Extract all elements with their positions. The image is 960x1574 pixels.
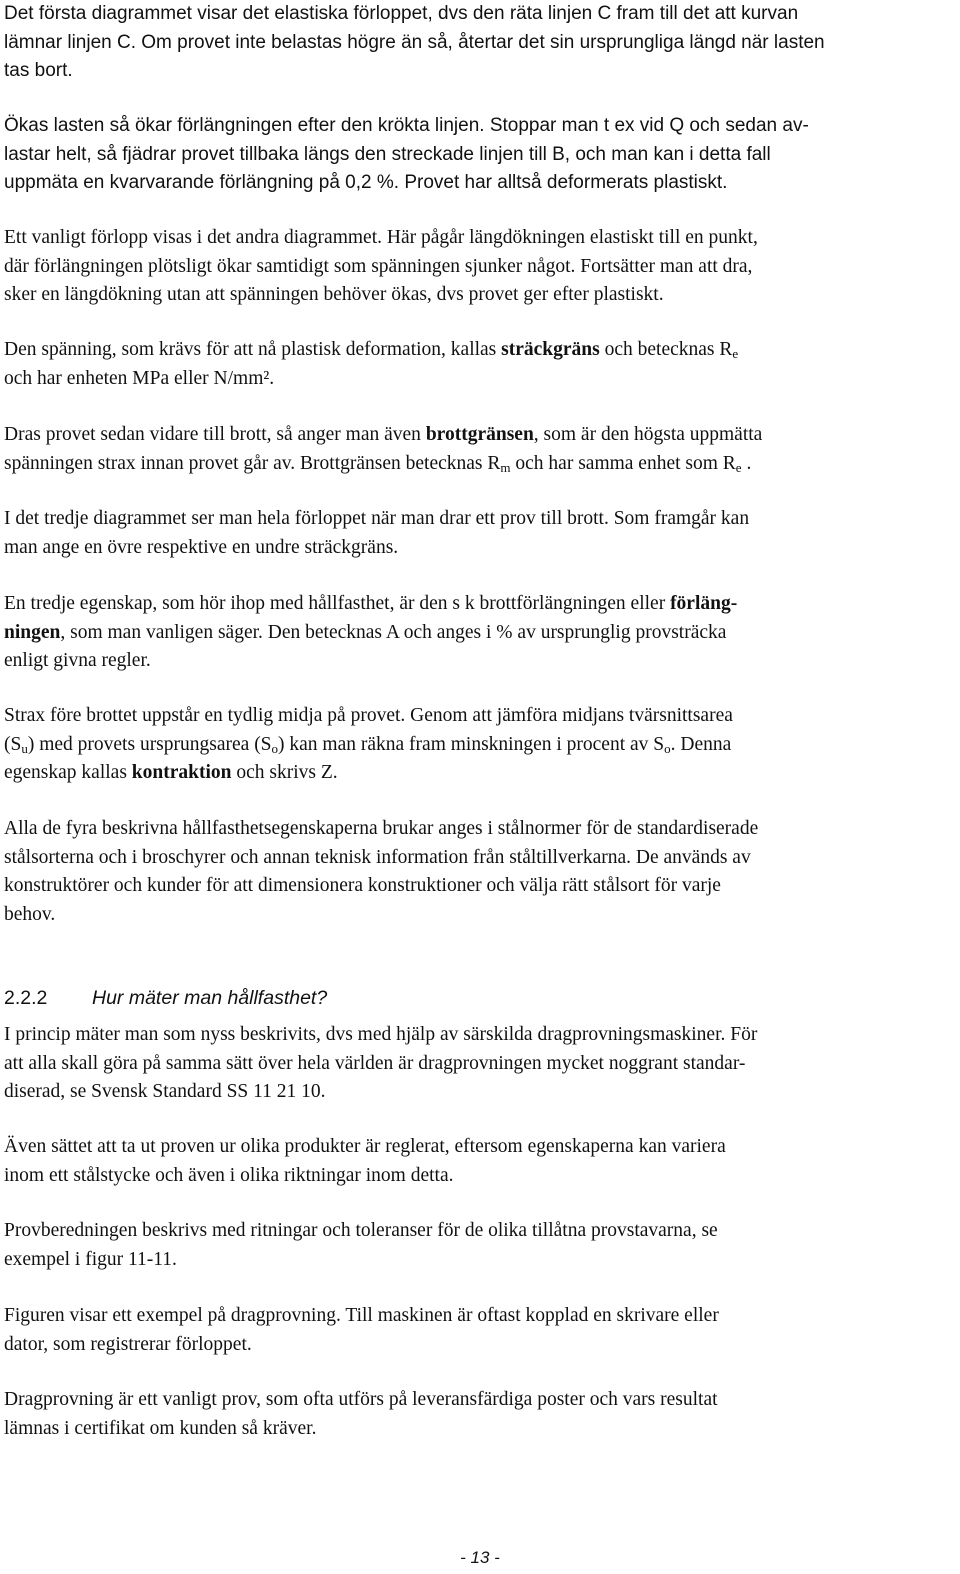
text-run: och har samma enhet som R	[510, 452, 736, 474]
subscript: u	[21, 740, 28, 756]
term-förlängningen-cont: ningen	[4, 621, 61, 643]
text-run: och skrivs Z.	[231, 762, 338, 783]
text-run: En tredje egenskap, som hör ihop med hållfasthet, är den s k brottförlängningen eller	[4, 593, 671, 614]
term-förlängningen: förläng-	[670, 593, 738, 614]
text-line	[4, 759, 956, 788]
text-run: ) med provets ursprungsarea (S	[27, 733, 272, 755]
text-line: Ökas lasten så ökar förlängningen efter den krökta linjen. Stoppar man t ex vid Q och sedan av-	[4, 115, 809, 136]
paragraph	[4, 1021, 956, 1107]
section-title: Hur mäter man hållfasthet?	[92, 987, 328, 1009]
text-run: ) kan man räkna fram minskningen i procent av S	[278, 733, 665, 755]
paragraph	[4, 0, 956, 86]
text-line: lämnar linjen C. Om provet inte belastas högre än så, återtar det sin ursprungliga längd när lasten	[4, 31, 825, 53]
text-line: uppmäta en kvarvarande förlängning på 0,2 %. Provet har alltså deformerats plastiskt.	[4, 172, 728, 193]
text-line: enligt givna regler.	[4, 650, 151, 671]
subscript: o	[271, 740, 279, 756]
text-line: I det tredje diagrammet ser man hela förloppet när man drar ett prov till brott. Som framgår kan	[4, 508, 750, 529]
text-run: spänningen strax innan provet går av. Brottgränsen betecknas R	[4, 452, 501, 474]
text-line	[4, 450, 956, 479]
text-line: Dragprovning är ett vanligt prov, som ofta utförs på leveransfärdiga poster och vars resultat	[4, 1389, 718, 1410]
paragraph	[4, 505, 956, 562]
text-line: sker en längdökning utan att spänningen behöver ökas, dvs provet ger efter plastiskt.	[4, 284, 664, 305]
text-line: Alla de fyra beskrivna hållfasthetsegenskaperna brukar anges i stålnormer för de standardiserade	[4, 818, 759, 839]
term-sträckgräns: sträckgräns	[501, 339, 600, 360]
paragraph	[4, 1217, 956, 1274]
subscript: o	[664, 740, 671, 756]
text-line: lastar helt, så fjädrar provet tillbaka längs den streckade linjen till B, och man kan i detta fall	[4, 143, 771, 165]
paragraph	[4, 336, 956, 393]
text-line: behov.	[4, 903, 56, 925]
text-line: Ett vanligt förlopp visas i det andra diagrammet. Här pågår längdökningen elastiskt till en punkt,	[4, 227, 758, 248]
paragraph	[4, 421, 956, 478]
paragraph	[4, 1386, 956, 1443]
subscript: m	[500, 459, 511, 475]
text-run: , som man vanligen säger. Den betecknas A och anges i % av ursprunglig provsträcka	[60, 621, 727, 643]
section-heading	[4, 984, 327, 1012]
page-number: - 13 -	[460, 1548, 500, 1567]
text-line: Provberedningen beskrivs med ritningar och toleranser för de olika tillåtna provstavarna, se	[4, 1220, 718, 1241]
text-line: där förlängningen plötsligt ökar samtidigt som spänningen sjunker något. Fortsätter man att dra,	[4, 255, 753, 277]
text-run: Den spänning, som krävs för att nå plastisk deformation, kallas	[4, 339, 502, 360]
paragraph	[4, 590, 956, 676]
text-run: , som är den högsta uppmätta	[533, 424, 763, 445]
text-run: . Denna	[670, 733, 732, 755]
paragraph	[4, 1133, 956, 1190]
text-line: och har enheten MPa eller N/mm².	[4, 367, 275, 389]
text-line: inom ett stålstycke och även i olika riktningar inom detta.	[4, 1164, 454, 1186]
text-run: och betecknas R	[599, 339, 733, 360]
subscript: e	[735, 459, 742, 475]
text-line: tas bort.	[4, 60, 73, 81]
text-run: egenskap kallas	[4, 762, 132, 783]
text-line	[4, 421, 956, 450]
text-line	[4, 731, 956, 760]
paragraph	[4, 224, 956, 310]
text-run: .	[741, 452, 752, 474]
paragraph	[4, 112, 956, 198]
text-line: lämnas i certifikat om kunden så kräver.	[4, 1417, 317, 1439]
text-line: Figuren visar ett exempel på dragprovning. Till maskinen är oftast kopplad en skrivare eller	[4, 1305, 719, 1326]
text-run: (S	[4, 733, 22, 755]
text-line	[4, 619, 956, 648]
term-kontraktion: kontraktion	[131, 762, 232, 783]
text-line: man ange en övre respektive en undre sträckgräns.	[4, 536, 399, 558]
subscript: e	[732, 346, 739, 361]
text-line: konstruktörer och kunder för att dimensionera konstruktioner och välja rätt stålsort för varje	[4, 875, 721, 896]
text-line: att alla skall göra på samma sätt över hela världen är dragprovningen mycket noggrant standar-	[4, 1052, 746, 1074]
text-line: diserad, se Svensk Standard SS 11 21 10.	[4, 1081, 326, 1102]
text-line: dator, som registrerar förloppet.	[4, 1333, 252, 1355]
text-line: exempel i figur 11-11.	[4, 1248, 177, 1270]
text-line: Det första diagrammet visar det elastiska förloppet, dvs den räta linjen C fram till det att kurvan	[4, 3, 799, 24]
paragraph	[4, 702, 956, 788]
text-line: stålsorterna och i broschyrer och annan teknisk information från ståltillverkarna. De används av	[4, 846, 751, 868]
section-number: 2.2.2	[4, 987, 48, 1009]
term-brottgränsen: brottgränsen	[425, 424, 534, 445]
text-line	[4, 336, 956, 365]
paragraph	[4, 815, 956, 929]
text-line: I princip mäter man som nyss beskrivits, dvs med hjälp av särskilda dragprovningsmaskiner. För	[4, 1024, 758, 1045]
text-run: Dras provet sedan vidare till brott, så anger man även	[4, 424, 426, 445]
paragraph	[4, 1302, 956, 1359]
text-line: Strax före brottet uppstår en tydlig midja på provet. Genom att jämföra midjans tvärsnittsarea	[4, 705, 733, 726]
text-line	[4, 590, 956, 619]
text-line: Även sättet att ta ut proven ur olika produkter är reglerat, eftersom egenskaperna kan variera	[4, 1136, 726, 1157]
